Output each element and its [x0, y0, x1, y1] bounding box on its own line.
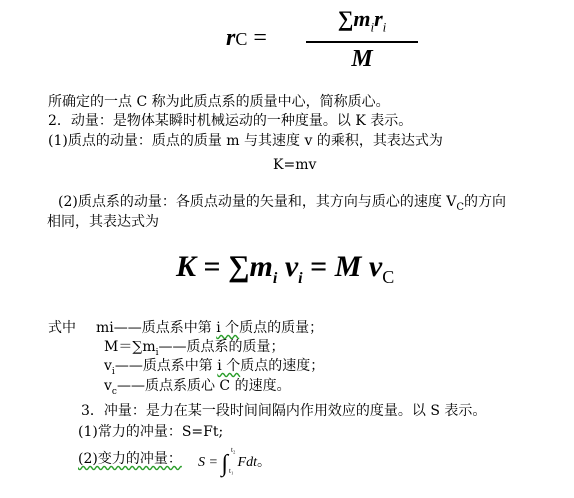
item-system-momentum-line1: (2)质点系的动量：各质点动量的矢量和，其方向与质心的速度 $V_C$的方向	[58, 194, 507, 213]
item-variable-force-impulse: (2)变力的冲量：	[78, 451, 182, 467]
formula-denominator: M	[351, 46, 373, 73]
formula-lhs: rC =	[226, 25, 267, 51]
fraction-bar	[306, 41, 418, 43]
formula-k-mv: K=mv	[273, 157, 317, 173]
where-vi: $v_i——$质点系中第 i 个质点的速度；	[104, 358, 325, 377]
item-momentum: 2．动量：是物体某瞬时机械运动的一种度量。以 K 表示。	[48, 113, 413, 129]
integral-lower-limit: t₁	[229, 467, 234, 475]
system-momentum-formula: $K = \sum m_i$ $v_i = M$ $v_C$	[176, 250, 395, 287]
where-mi: mi——质点系中第 i 个质点的质量；	[96, 320, 324, 336]
item-impulse: 3．冲量：是力在某一段时间间隔内作用效应的度量。以 S 表示。	[81, 403, 487, 419]
formula-numerator: $\sum m_ir_i$	[337, 6, 387, 35]
integral-sign: ∫	[221, 451, 229, 477]
where-vc: $v_c——$质点系质心 C 的速度。	[104, 378, 291, 397]
formula-fraction	[306, 6, 418, 73]
impulse-integral-formula: S = ∫ t₂ t₁ Fdt。	[198, 446, 271, 477]
integral-upper-limit: t₂	[231, 446, 236, 454]
item-system-momentum-line2: 相同，其表达式为	[47, 214, 159, 230]
item-constant-force-impulse: (1)常力的冲量：S=Ft;	[78, 424, 224, 440]
center-of-mass-definition: 所确定的一点 C 称为此质点系的质量中心，简称质心。	[48, 94, 390, 110]
item-particle-momentum: (1)质点的动量：质点的质量 m 与其速度 v 的乘积，其表达式为	[48, 133, 443, 149]
where-M: $M=\sum m_i——$质点系的质量；	[104, 339, 285, 358]
where-label: 式中	[48, 320, 76, 336]
